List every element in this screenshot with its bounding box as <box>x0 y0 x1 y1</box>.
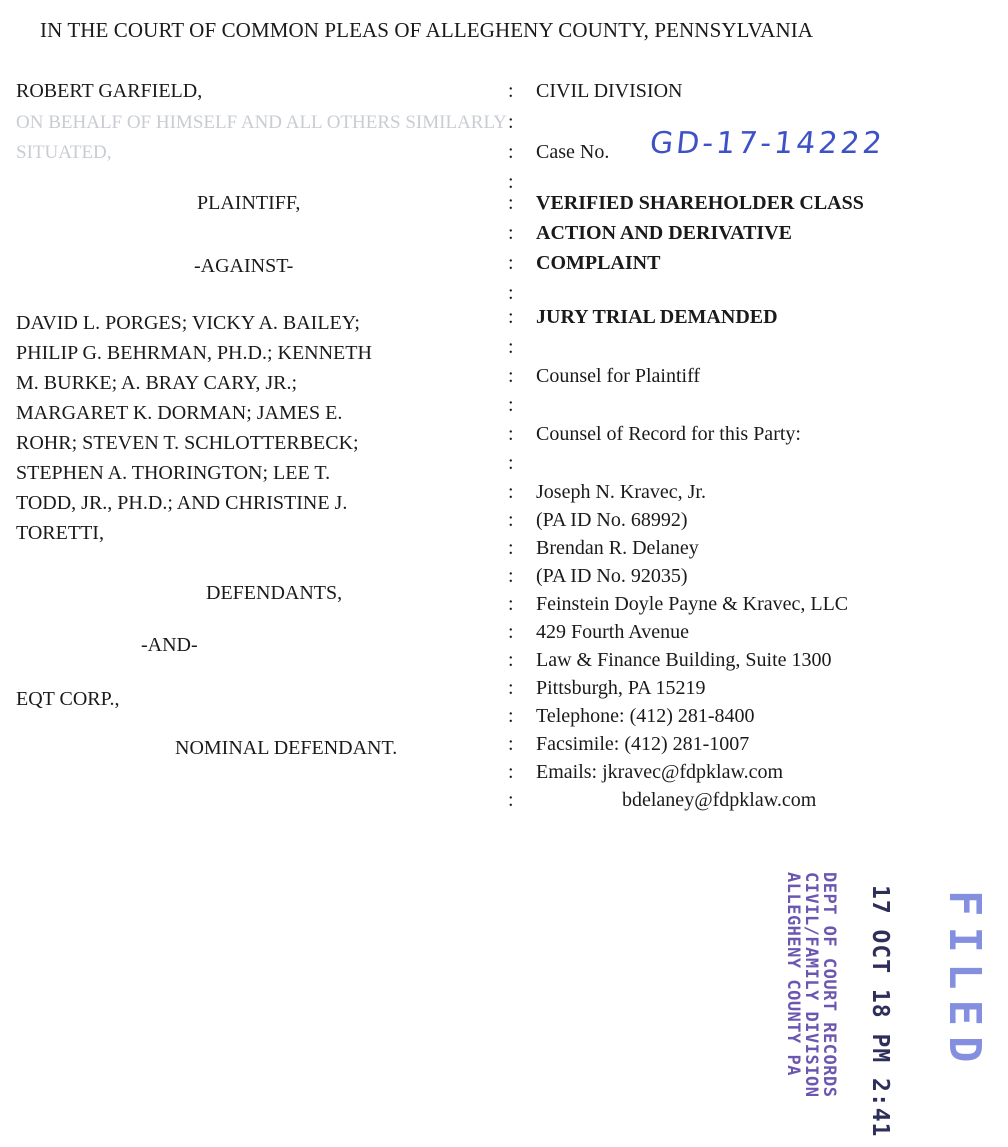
colon-mark: : <box>508 565 514 587</box>
colon-mark: : <box>508 423 514 445</box>
colon-mark: : <box>508 171 514 193</box>
case-number-handwritten: GD-17-14222 <box>648 126 887 161</box>
complaint-title-line: COMPLAINT <box>536 252 661 274</box>
defendant-line: STEPHEN A. THORINGTON; LEE T. <box>16 462 331 484</box>
civil-division: CIVIL DIVISION <box>536 80 683 102</box>
colon-mark: : <box>508 677 514 699</box>
nominal-defendant-role: NOMINAL DEFENDANT. <box>175 737 398 759</box>
contact-line: 429 Fourth Avenue <box>536 621 689 643</box>
defendant-line: DAVID L. PORGES; VICKY A. BAILEY; <box>16 312 360 334</box>
case-number-label: Case No. <box>536 141 610 163</box>
contact-line: Law & Finance Building, Suite 1300 <box>536 649 832 671</box>
colon-mark: : <box>508 621 514 643</box>
email-line: Emails: jkravec@fdpklaw.com <box>536 761 784 783</box>
stamp-dept-line: DEPT OF COURT RECORDS <box>819 872 839 1098</box>
stamp-dept-line: ALLEGHENY COUNTY PA <box>783 872 803 1076</box>
email-line: bdelaney@fdpklaw.com <box>622 789 817 811</box>
colon-mark: : <box>508 705 514 727</box>
plaintiff-role: PLAINTIFF, <box>197 192 301 214</box>
stamp-filed: FILED <box>939 890 990 1073</box>
counsel-of-record: Counsel of Record for this Party: <box>536 423 801 445</box>
colon-mark: : <box>508 394 514 416</box>
colon-mark: : <box>508 222 514 244</box>
against-label: -AGAINST- <box>194 255 294 277</box>
faint-caption-line-2: SITUATED, <box>16 142 112 163</box>
and-label: -AND- <box>141 634 198 656</box>
colon-mark: : <box>508 141 514 163</box>
contact-line: Joseph N. Kravec, Jr. <box>536 481 706 503</box>
complaint-title-line: ACTION AND DERIVATIVE <box>536 222 792 244</box>
stamp-date: 17 OCT 18 PM 2:41 <box>867 885 893 1138</box>
faint-caption-line-1: ON BEHALF OF HIMSELF AND ALL OTHERS SIMILARLY <box>16 112 507 133</box>
contact-line: Pittsburgh, PA 15219 <box>536 677 706 699</box>
contact-line: Facsimile: (412) 281-1007 <box>536 733 750 755</box>
defendant-line: M. BURKE; A. BRAY CARY, JR.; <box>16 372 298 394</box>
colon-mark: : <box>508 593 514 615</box>
defendant-line: PHILIP G. BEHRMAN, PH.D.; KENNETH <box>16 342 372 364</box>
contact-line: (PA ID No. 68992) <box>536 509 688 531</box>
colon-mark: : <box>508 789 514 811</box>
colon-mark: : <box>508 537 514 559</box>
defendant-line: MARGARET K. DORMAN; JAMES E. <box>16 402 343 424</box>
colon-mark: : <box>508 649 514 671</box>
colon-mark: : <box>508 252 514 274</box>
colon-mark: : <box>508 481 514 503</box>
colon-mark: : <box>508 733 514 755</box>
colon-mark: : <box>508 192 514 214</box>
colon-mark: : <box>508 282 514 304</box>
stamp-dept-line: CIVIL/FAMILY DIVISION <box>801 872 821 1098</box>
colon-mark: : <box>508 365 514 387</box>
colon-mark: : <box>508 452 514 474</box>
stamp-department <box>784 872 838 1097</box>
complaint-title-line: VERIFIED SHAREHOLDER CLASS <box>536 192 864 214</box>
contact-line: Telephone: (412) 281-8400 <box>536 705 755 727</box>
colon-mark: : <box>508 336 514 358</box>
contact-line: Brendan R. Delaney <box>536 537 699 559</box>
counsel-for-plaintiff: Counsel for Plaintiff <box>536 365 701 387</box>
court-title: IN THE COURT OF COMMON PLEAS OF ALLEGHENY COUNTY, PENNSYLVANIA <box>40 18 814 42</box>
colon-mark: : <box>508 761 514 783</box>
defendants-role: DEFENDANTS, <box>206 582 343 604</box>
defendant-line: ROHR; STEVEN T. SCHLOTTERBECK; <box>16 432 359 454</box>
jury-trial-demanded: JURY TRIAL DEMANDED <box>536 306 778 328</box>
colon-mark: : <box>508 111 514 133</box>
defendant-line: TORETTI, <box>16 522 104 544</box>
defendant-line: TODD, JR., PH.D.; AND CHRISTINE J. <box>16 492 348 514</box>
colon-mark: : <box>508 306 514 328</box>
colon-mark: : <box>508 509 514 531</box>
nominal-defendant-name: EQT CORP., <box>16 688 120 710</box>
contact-line: Feinstein Doyle Payne & Kravec, LLC <box>536 593 849 615</box>
contact-line: (PA ID No. 92035) <box>536 565 688 587</box>
colon-mark: : <box>508 80 514 102</box>
plaintiff-name: ROBERT GARFIELD, <box>16 80 203 102</box>
